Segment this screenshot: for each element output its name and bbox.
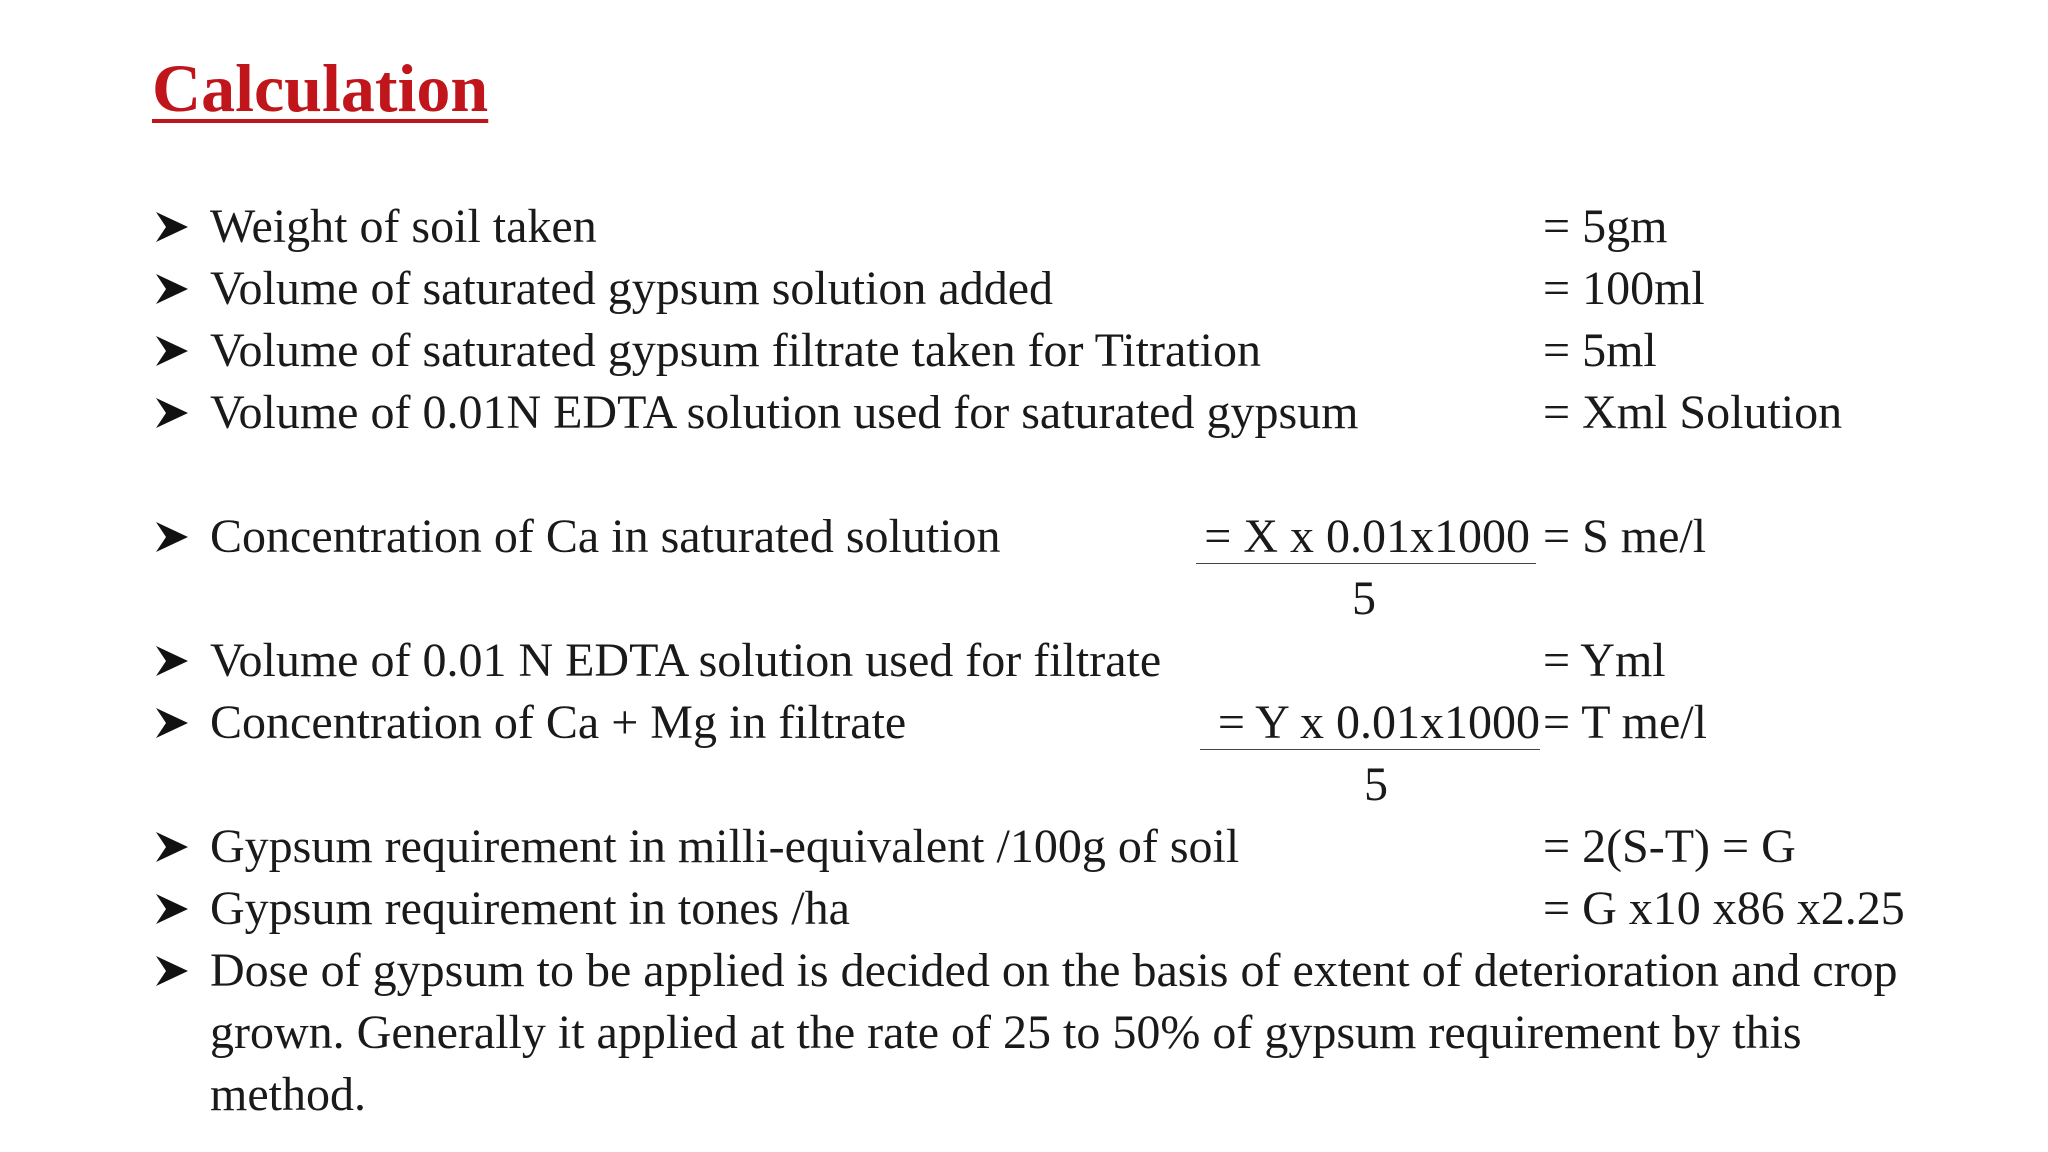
arrowhead-bullet-icon: [152, 630, 196, 692]
row-label: Volume of 0.01 N EDTA solution used for filtrate: [210, 634, 1162, 687]
arrowhead-bullet-icon: [152, 940, 196, 1002]
row-value: = Yml: [1543, 634, 1666, 687]
fraction-bar: [1196, 563, 1536, 564]
fraction-numerator: = X x 0.01x1000: [1204, 510, 1530, 563]
arrowhead-bullet-icon: [152, 382, 196, 444]
row-value: = 5gm: [1543, 200, 1668, 253]
row-value: = Xml Solution: [1543, 386, 1843, 439]
row-label: Volume of saturated gypsum solution added: [210, 262, 1053, 315]
dose-paragraph: Dose of gypsum to be applied is decided on the basis of extent of deterioration and crop grown. Generally it applied at the rate of 25 to 50% of gypsum requirement by this method.: [210, 944, 1898, 1121]
arrowhead-bullet-icon: [152, 320, 196, 382]
slide-title: Calculation: [152, 50, 489, 126]
row-label: Weight of soil taken: [210, 200, 597, 253]
arrowhead-bullet-icon: [152, 878, 196, 940]
fraction-bar: [1200, 749, 1540, 750]
fraction-numerator: = Y x 0.01x1000: [1217, 696, 1540, 749]
row-label: Concentration of Ca + Mg in filtrate: [210, 696, 907, 749]
arrowhead-bullet-icon: [152, 258, 196, 320]
arrowhead-bullet-icon: [152, 506, 196, 568]
row-label: Concentration of Ca in saturated solution: [210, 510, 1001, 563]
row-value: = 2(S-T) = G: [1543, 820, 1796, 873]
arrowhead-bullet-icon: [152, 196, 196, 258]
row-value: = T me/l: [1543, 696, 1707, 749]
fraction-denominator: 5: [1352, 572, 1376, 625]
row-label: Gypsum requirement in milli-equivalent /100g of soil: [210, 820, 1240, 873]
row-label: Volume of 0.01N EDTA solution used for saturated gypsum: [210, 386, 1359, 439]
fraction-denominator: 5: [1364, 758, 1388, 811]
row-value: = 100ml: [1543, 262, 1705, 315]
row-label: Volume of saturated gypsum filtrate taken for Titration: [210, 324, 1261, 377]
row-value: = 5ml: [1543, 324, 1657, 377]
row-value: = G x10 x86 x2.25: [1543, 882, 1905, 935]
arrowhead-bullet-icon: [152, 692, 196, 754]
arrowhead-bullet-icon: [152, 816, 196, 878]
row-label: Gypsum requirement in tones /ha: [210, 882, 850, 935]
row-value: = S me/l: [1543, 510, 1707, 563]
